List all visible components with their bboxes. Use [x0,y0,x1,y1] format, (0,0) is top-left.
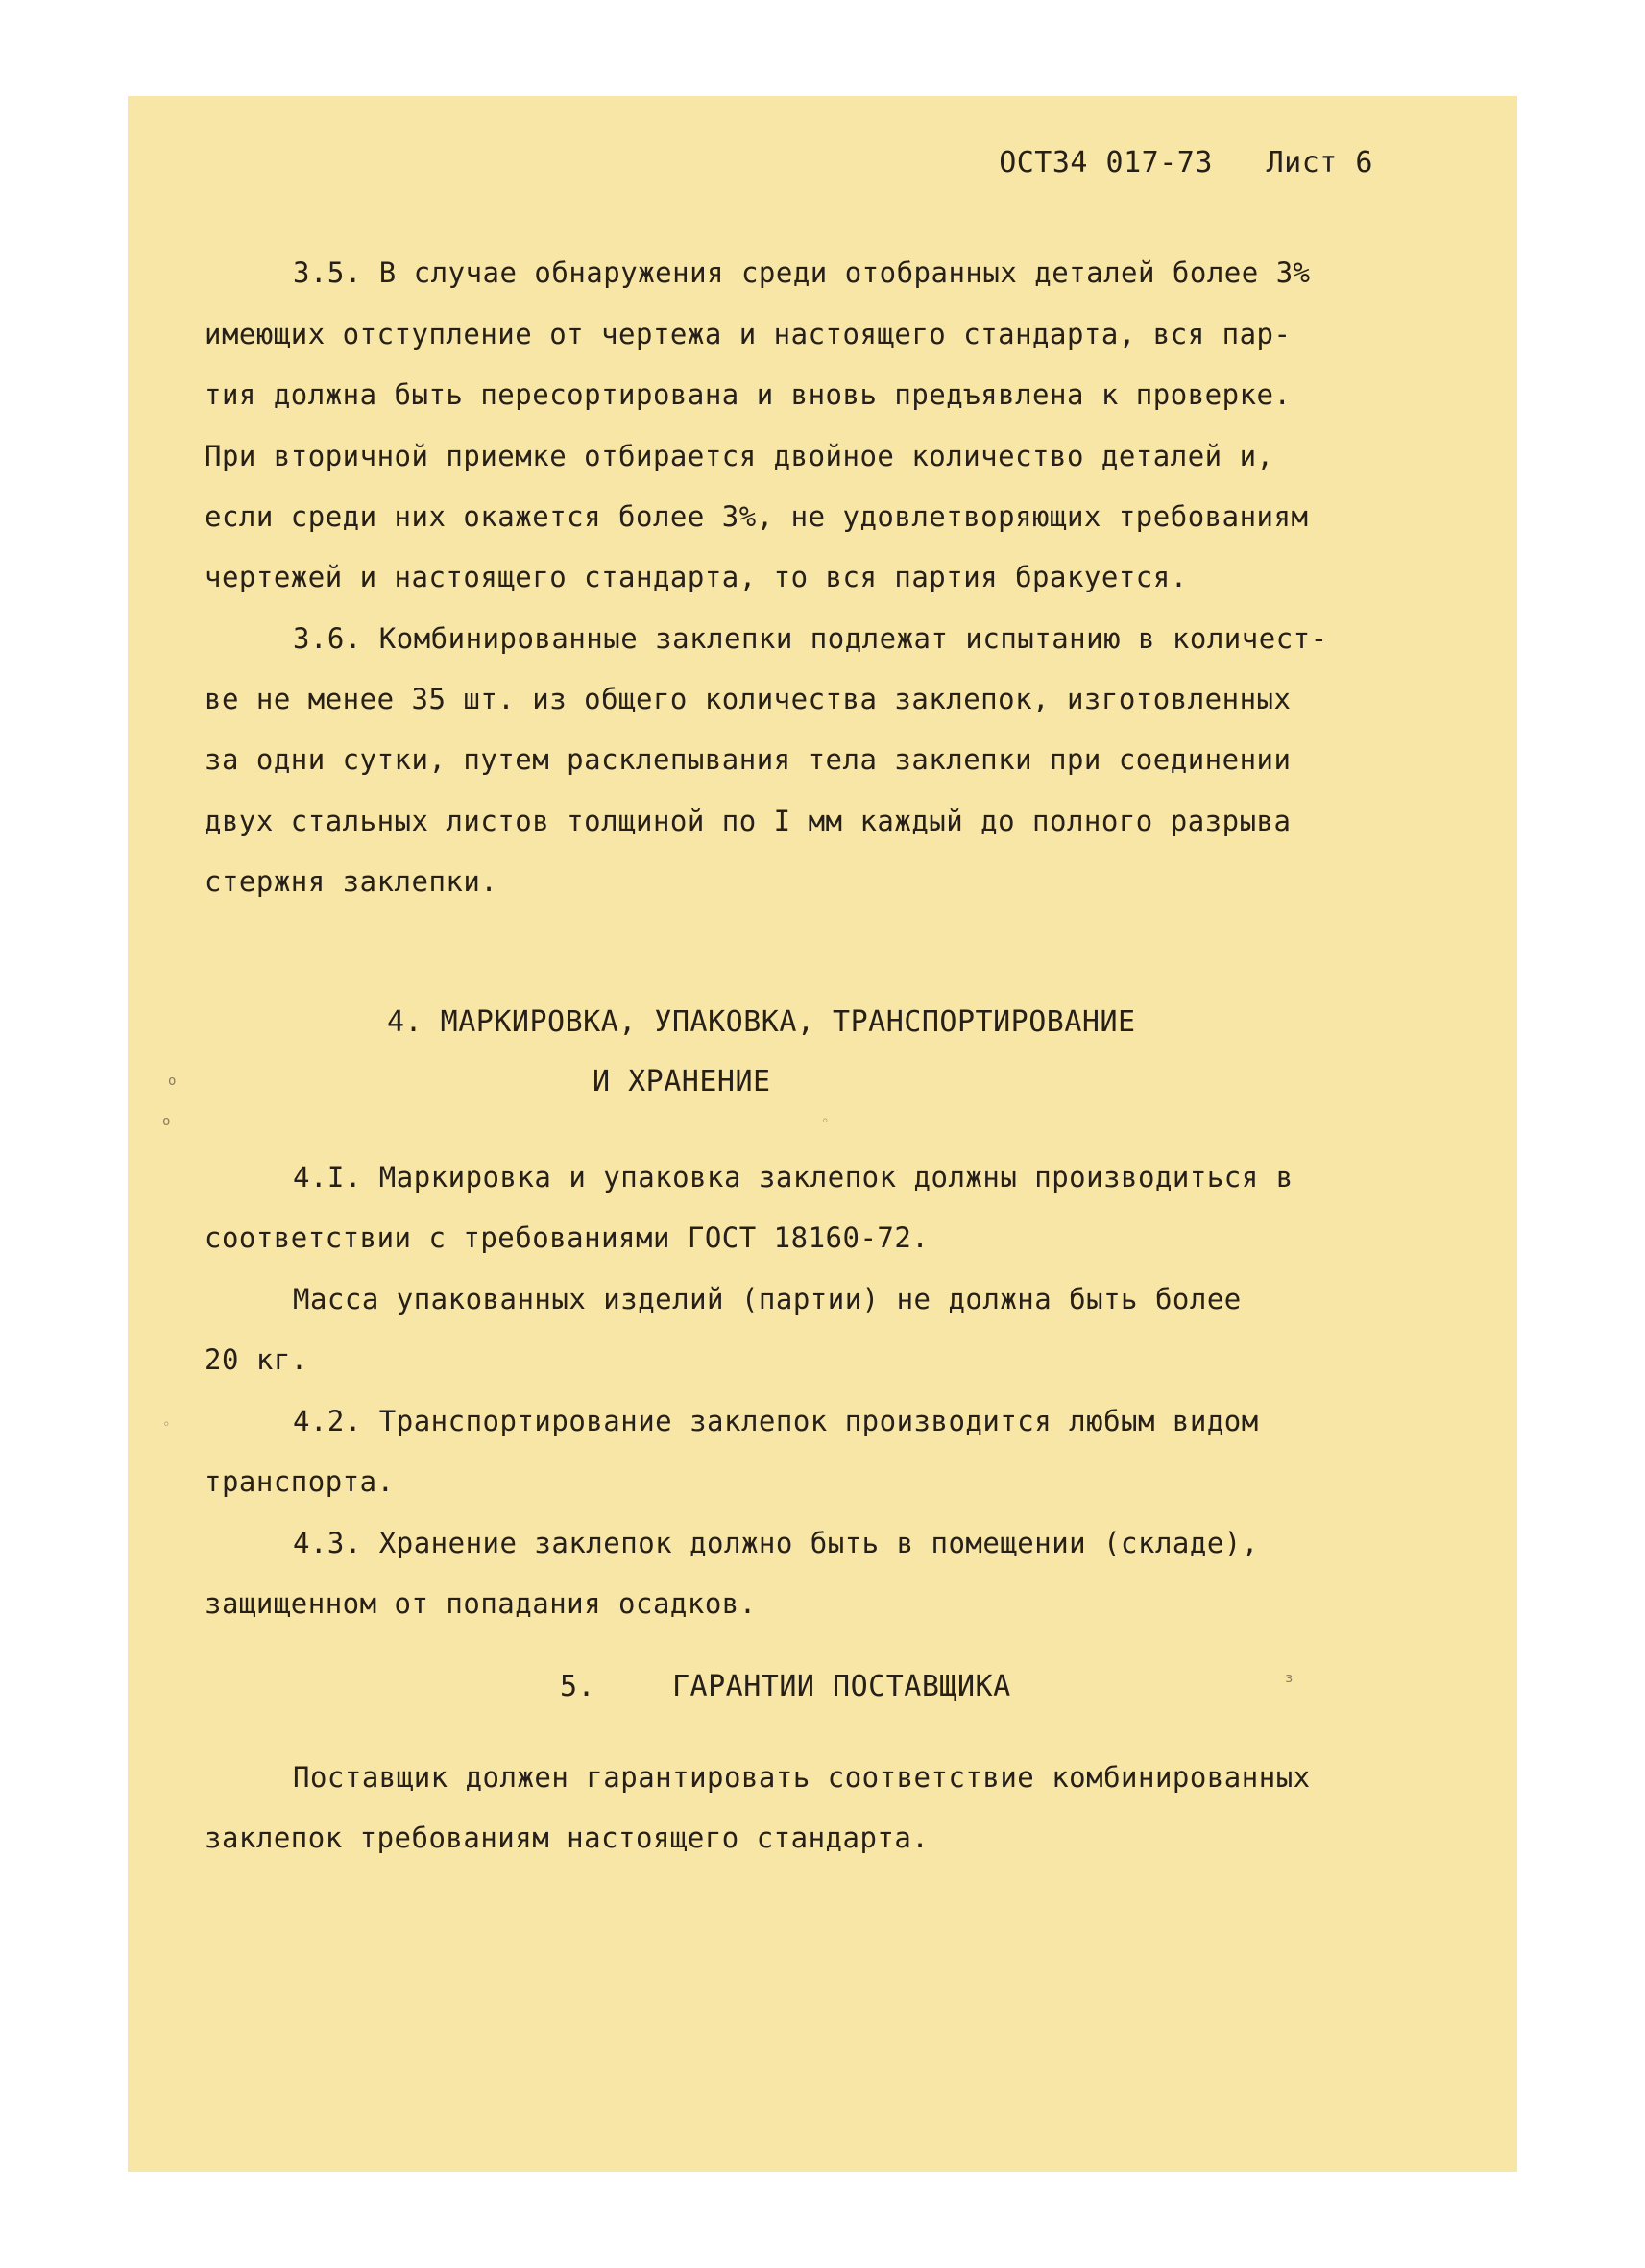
paragraph-4-2-line: 4.2. Транспортирование заклепок производится любым видом [293,1405,1259,1437]
paragraph-3-6-line: двух стальных листов толщиной по I мм каждый до полного разрыва [205,805,1292,837]
paragraph-4-2-line: транспорта. [205,1465,395,1498]
scan-speck: o [168,1074,177,1089]
section-4-heading-line1: 4. МАРКИРОВКА, УПАКОВКА, ТРАНСПОРТИРОВАНИЕ [387,1005,1136,1039]
paragraph-4-3-line: 4.3. Хранение заклепок должно быть в помещении (складе), [293,1527,1259,1559]
paragraph-4-1-line: 4.I. Маркировка и упаковка заклепок должны производиться в [293,1161,1294,1194]
scan-speck: o [162,1114,171,1129]
section-5-text-line: Поставщик должен гарантировать соответствие комбинированных [293,1761,1311,1794]
mass-paragraph-line: 20 кг. [205,1343,308,1376]
paragraph-3-6-line: стержня заклепки. [205,865,498,898]
paragraph-3-6-line: 3.6. Комбинированные заклепки подлежат испытанию в количест- [293,622,1328,655]
paragraph-3-5-line: имеющих отступление от чертежа и настоящего стандарта, вся пар- [205,318,1292,350]
scan-speck: ◦ [162,1417,171,1433]
scan-speck: ◦ [821,1114,830,1129]
section-5-text-line: заклепок требованиям настоящего стандарта. [205,1822,930,1854]
paragraph-3-5-line: чертежей и настоящего стандарта, то вся партия бракуется. [205,561,1188,593]
paragraph-3-5-line: тия должна быть пересортирована и вновь предъявлена к проверке. [205,378,1292,411]
standard-designation: ОСТ34 017-73 [999,146,1213,180]
section-5-title: ГАРАНТИИ ПОСТАВЩИКА [672,1670,1011,1703]
paragraph-3-5-line: При вторичной приемке отбирается двойное количество деталей и, [205,440,1274,472]
mass-paragraph-line: Масса упакованных изделий (партии) не должна быть более [293,1283,1242,1315]
page-header [999,146,1373,180]
document-body [128,96,1517,2172]
section-5-number: 5. [560,1670,596,1703]
erased-text-trace [541,868,1405,895]
paragraph-4-3-line: защищенном от попадания осадков. [205,1587,757,1620]
document-sheet [128,96,1517,2172]
scan-speck: з [1285,1671,1294,1686]
paragraph-3-5-line: если среди них окажется более 3%, не удовлетворяющих требованиям [205,500,1309,533]
section-4-heading-line2: И ХРАНЕНИЕ [593,1065,771,1098]
paragraph-3-5-line: 3.5. В случае обнаружения среди отобранных деталей более 3% [293,256,1311,289]
sheet-number: Лист 6 [1266,146,1373,180]
paragraph-4-1-line: соответствии с требованиями ГОСТ 18160-72. [205,1221,930,1254]
paragraph-3-6-line: за одни сутки, путем расклепывания тела заклепки при соединении [205,743,1292,776]
paragraph-3-6-line: ве не менее 35 шт. из общего количества заклепок, изготовленных [205,683,1292,715]
